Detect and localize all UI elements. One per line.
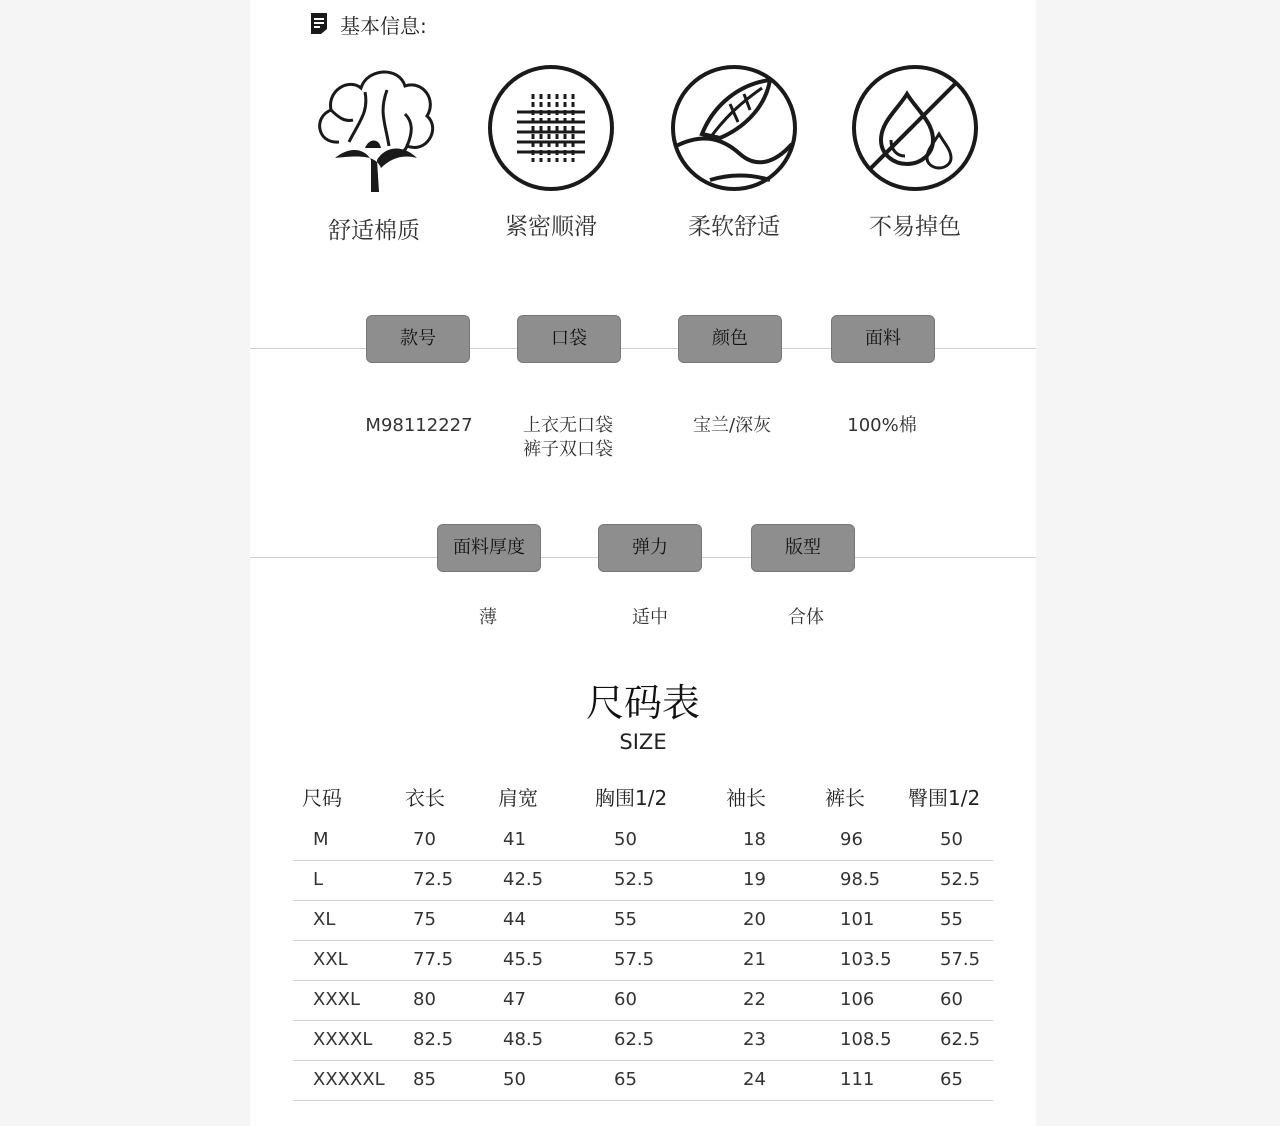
cell-shoulder: 45.5 (503, 949, 544, 970)
spec-value-pocket (483, 414, 653, 462)
spec-tag-elasticity: 弹力 (598, 524, 702, 572)
cell-sleeve: 19 (743, 869, 766, 890)
cell-length: 80 (413, 989, 436, 1010)
cell-size: L (313, 869, 324, 890)
spec-tag-color: 颜色 (678, 315, 782, 363)
spec-tag-style-no: 款号 (366, 315, 470, 363)
cell-chest: 57.5 (614, 949, 655, 970)
col-header-shoulder: 肩宽 (498, 786, 538, 810)
spec-value-pocket-line1: 上衣无口袋 (523, 415, 613, 436)
size-table-title: 尺码表 (585, 681, 700, 725)
cell-sleeve: 18 (743, 829, 766, 850)
feature-label: 不易掉色 (869, 214, 961, 240)
feature-label: 紧密顺滑 (505, 214, 597, 240)
cell-chest: 60 (614, 989, 637, 1010)
spec-tag-pocket: 口袋 (517, 315, 621, 363)
cell-hip: 65 (940, 1069, 963, 1090)
table-row (293, 821, 993, 861)
cell-shoulder: 50 (503, 1069, 526, 1090)
cell-hip: 60 (940, 989, 963, 1010)
spec-tag-fit: 版型 (751, 524, 855, 572)
row-divider (293, 1100, 993, 1101)
cell-sleeve: 22 (743, 989, 766, 1010)
cell-sleeve: 24 (743, 1069, 766, 1090)
feature-weave (466, 64, 636, 241)
table-row (293, 1061, 993, 1101)
cell-shoulder: 44 (503, 909, 526, 930)
cell-size: XXXXL (313, 1029, 373, 1050)
cell-length: 72.5 (413, 869, 454, 890)
feature-cotton (289, 62, 459, 245)
cell-chest: 55 (614, 909, 637, 930)
cell-hip: 55 (940, 909, 963, 930)
no-fade-icon (851, 64, 979, 192)
cell-pants-length: 108.5 (840, 1029, 892, 1050)
cell-size: M (313, 829, 329, 850)
cell-chest: 65 (614, 1069, 637, 1090)
spec-tag-thickness: 面料厚度 (437, 524, 541, 572)
col-header-size: 尺码 (302, 786, 342, 810)
cell-sleeve: 20 (743, 909, 766, 930)
cell-length: 82.5 (413, 1029, 454, 1050)
spec-value-color: 宝兰/深灰 (692, 415, 772, 436)
section-title: 基本信息: (340, 14, 427, 38)
cell-length: 77.5 (413, 949, 454, 970)
cell-chest: 52.5 (614, 869, 655, 890)
col-header-length: 衣长 (405, 786, 445, 810)
cell-pants-length: 103.5 (840, 949, 892, 970)
cell-length: 85 (413, 1069, 436, 1090)
cell-chest: 50 (614, 829, 637, 850)
cell-size: XXXL (313, 989, 361, 1010)
weave-icon (487, 64, 615, 192)
feature-label: 柔软舒适 (688, 214, 780, 240)
spec-value-thickness: 薄 (479, 607, 497, 628)
col-header-chest: 胸围1/2 (595, 786, 668, 810)
spec-tag-fabric: 面料 (831, 315, 935, 363)
cell-sleeve: 21 (743, 949, 766, 970)
cell-hip: 62.5 (940, 1029, 981, 1050)
cell-size: XXXXXL (313, 1069, 385, 1090)
feather-icon (670, 64, 798, 192)
cell-shoulder: 41 (503, 829, 526, 850)
size-table-subtitle: SIZE (619, 730, 667, 754)
cell-pants-length: 111 (840, 1069, 875, 1090)
spec-value-fit: 合体 (788, 607, 824, 628)
cell-sleeve: 23 (743, 1029, 766, 1050)
feature-soft (649, 64, 819, 241)
spec-value-elasticity: 适中 (632, 607, 668, 628)
product-detail-panel (250, 0, 1036, 1126)
cell-size: XL (313, 909, 336, 930)
table-row (293, 941, 993, 981)
spec-value-pocket-line2: 裤子双口袋 (523, 439, 613, 460)
feature-no-fade (830, 64, 1000, 241)
feature-label: 舒适棉质 (328, 218, 420, 244)
spec-value-fabric: 100%棉 (847, 415, 917, 436)
cell-length: 75 (413, 909, 436, 930)
table-row (293, 1021, 993, 1061)
document-icon (309, 12, 329, 35)
cell-pants-length: 106 (840, 989, 875, 1010)
spec-value-style-no: M98112227 (365, 415, 473, 436)
col-header-sleeve: 袖长 (726, 786, 766, 810)
table-row (293, 861, 993, 901)
cell-hip: 52.5 (940, 869, 981, 890)
table-row (293, 901, 993, 941)
cell-pants-length: 96 (840, 829, 863, 850)
cell-shoulder: 42.5 (503, 869, 544, 890)
cell-hip: 50 (940, 829, 963, 850)
cell-pants-length: 98.5 (840, 869, 881, 890)
cell-size: XXL (313, 949, 348, 970)
cell-hip: 57.5 (940, 949, 981, 970)
cell-shoulder: 47 (503, 989, 526, 1010)
cell-length: 70 (413, 829, 436, 850)
cell-chest: 62.5 (614, 1029, 655, 1050)
cotton-icon (309, 62, 439, 196)
cell-shoulder: 48.5 (503, 1029, 544, 1050)
table-row (293, 981, 993, 1021)
col-header-pants-length: 裤长 (825, 786, 865, 810)
cell-pants-length: 101 (840, 909, 875, 930)
col-header-hip: 臀围1/2 (908, 786, 981, 810)
